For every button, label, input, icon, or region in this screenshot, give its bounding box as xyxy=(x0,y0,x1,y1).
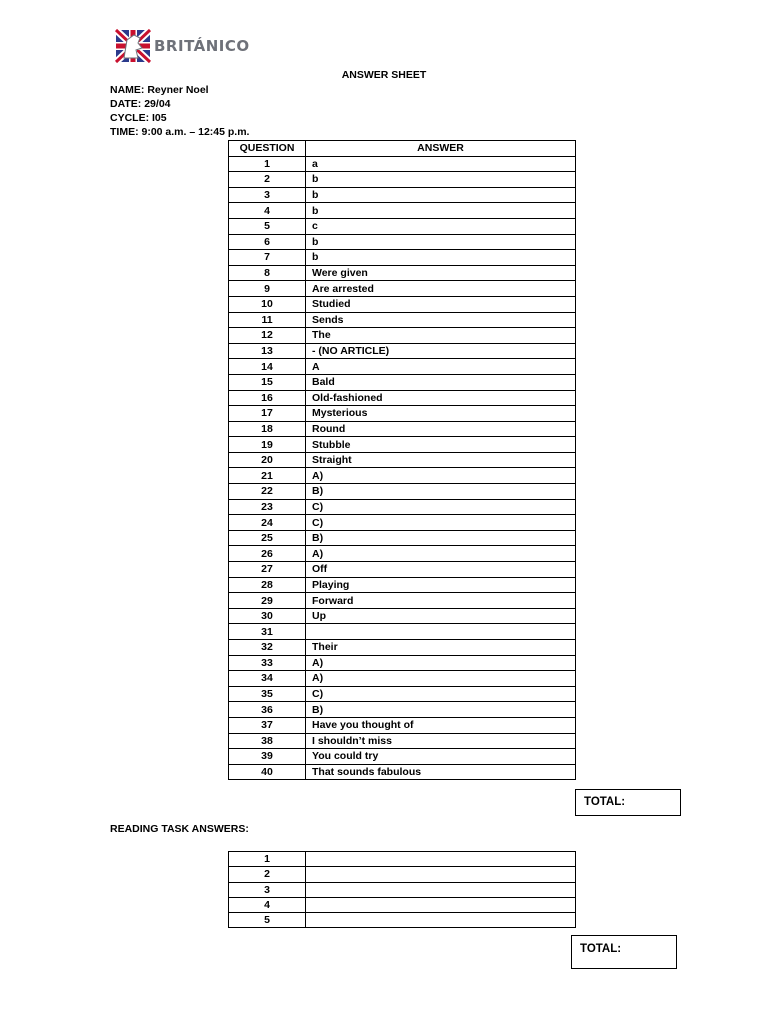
question-number: 4 xyxy=(229,203,306,219)
table-row xyxy=(229,867,576,882)
answer-cell[interactable]: Have you thought of xyxy=(306,717,576,733)
table-row xyxy=(229,655,576,671)
question-number: 36 xyxy=(229,702,306,718)
table-row xyxy=(229,749,576,765)
table-row xyxy=(229,172,576,188)
question-number: 2 xyxy=(229,867,306,882)
answers-table xyxy=(228,140,576,780)
question-number: 27 xyxy=(229,562,306,578)
table-row xyxy=(229,608,576,624)
answer-cell[interactable] xyxy=(306,897,576,912)
question-number: 37 xyxy=(229,717,306,733)
answer-cell[interactable]: b xyxy=(306,187,576,203)
answer-cell[interactable]: Sends xyxy=(306,312,576,328)
answer-cell[interactable]: C) xyxy=(306,515,576,531)
question-number: 5 xyxy=(229,913,306,928)
reading-section-label: READING TASK ANSWERS: xyxy=(110,823,249,835)
sheet-title: ANSWER SHEET xyxy=(341,69,427,81)
question-number: 4 xyxy=(229,897,306,912)
table-row xyxy=(229,328,576,344)
answers-header-row xyxy=(229,141,576,157)
table-row xyxy=(229,593,576,609)
answer-cell[interactable]: b xyxy=(306,234,576,250)
question-number: 29 xyxy=(229,593,306,609)
answer-cell[interactable]: Old-fashioned xyxy=(306,390,576,406)
table-row xyxy=(229,452,576,468)
question-number: 8 xyxy=(229,265,306,281)
table-row xyxy=(229,374,576,390)
reading-table xyxy=(228,851,576,928)
question-number: 28 xyxy=(229,577,306,593)
answer-cell[interactable]: Off xyxy=(306,562,576,578)
question-number: 5 xyxy=(229,218,306,234)
answer-cell[interactable]: You could try xyxy=(306,749,576,765)
answer-cell[interactable]: Round xyxy=(306,421,576,437)
brand-name: BRITÁNICO xyxy=(154,37,250,55)
answer-cell[interactable]: A) xyxy=(306,546,576,562)
answer-cell[interactable]: C) xyxy=(306,499,576,515)
reading-total-label: TOTAL: xyxy=(580,943,622,955)
question-number: 22 xyxy=(229,484,306,500)
answer-cell[interactable]: Studied xyxy=(306,296,576,312)
exam-cycle: CYCLE: I05 xyxy=(110,112,167,124)
question-number: 24 xyxy=(229,515,306,531)
question-number: 26 xyxy=(229,546,306,562)
answer-cell[interactable]: Are arrested xyxy=(306,281,576,297)
question-number: 19 xyxy=(229,437,306,453)
exam-time: TIME: 9:00 a.m. – 12:45 p.m. xyxy=(110,126,250,138)
student-name: NAME: Reyner Noel xyxy=(110,84,209,96)
answer-cell[interactable]: Forward xyxy=(306,593,576,609)
table-row xyxy=(229,484,576,500)
table-row xyxy=(229,515,576,531)
table-row xyxy=(229,562,576,578)
question-number: 15 xyxy=(229,374,306,390)
question-number: 21 xyxy=(229,468,306,484)
table-row xyxy=(229,234,576,250)
table-row xyxy=(229,406,576,422)
answer-cell[interactable]: Playing xyxy=(306,577,576,593)
answer-cell[interactable] xyxy=(306,867,576,882)
answer-header: ANSWER xyxy=(306,141,576,157)
question-number: 32 xyxy=(229,640,306,656)
question-number: 23 xyxy=(229,499,306,515)
answer-cell[interactable]: A xyxy=(306,359,576,375)
answer-cell[interactable]: That sounds fabulous xyxy=(306,764,576,780)
answer-cell[interactable] xyxy=(306,882,576,897)
question-number: 1 xyxy=(229,852,306,867)
answer-cell[interactable]: Bald xyxy=(306,374,576,390)
answer-cell[interactable]: B) xyxy=(306,530,576,546)
answer-cell[interactable]: C) xyxy=(306,686,576,702)
table-row xyxy=(229,913,576,928)
question-number: 11 xyxy=(229,312,306,328)
answer-cell[interactable]: b xyxy=(306,250,576,266)
table-row xyxy=(229,468,576,484)
table-row xyxy=(229,343,576,359)
question-number: 25 xyxy=(229,530,306,546)
table-row xyxy=(229,852,576,867)
reading-total-box[interactable] xyxy=(571,935,677,969)
answer-cell[interactable]: Their xyxy=(306,640,576,656)
question-number: 39 xyxy=(229,749,306,765)
answer-cell[interactable]: A) xyxy=(306,671,576,687)
table-row xyxy=(229,203,576,219)
table-row xyxy=(229,897,576,912)
answer-cell[interactable] xyxy=(306,852,576,867)
table-row xyxy=(229,624,576,640)
table-row xyxy=(229,312,576,328)
question-header: QUESTION xyxy=(229,141,306,157)
answer-cell[interactable]: Up xyxy=(306,608,576,624)
answer-cell[interactable] xyxy=(306,624,576,640)
question-number: 12 xyxy=(229,328,306,344)
answer-cell[interactable] xyxy=(306,913,576,928)
table-row xyxy=(229,733,576,749)
britanico-logo xyxy=(114,28,250,64)
answer-cell[interactable]: b xyxy=(306,203,576,219)
question-number: 34 xyxy=(229,671,306,687)
table-row xyxy=(229,686,576,702)
question-number: 9 xyxy=(229,281,306,297)
table-row xyxy=(229,390,576,406)
question-number: 30 xyxy=(229,608,306,624)
table-row xyxy=(229,218,576,234)
question-number: 17 xyxy=(229,406,306,422)
table-row xyxy=(229,265,576,281)
question-number: 3 xyxy=(229,187,306,203)
question-number: 20 xyxy=(229,452,306,468)
answer-cell[interactable]: a xyxy=(306,156,576,172)
answer-cell[interactable]: Straight xyxy=(306,452,576,468)
answer-cell[interactable]: - (NO ARTICLE) xyxy=(306,343,576,359)
table-row xyxy=(229,717,576,733)
table-row xyxy=(229,499,576,515)
table-row xyxy=(229,187,576,203)
table-row xyxy=(229,156,576,172)
exam-date: DATE: 29/04 xyxy=(110,98,171,110)
question-number: 31 xyxy=(229,624,306,640)
table-row xyxy=(229,250,576,266)
table-row xyxy=(229,640,576,656)
answer-cell[interactable]: Were given xyxy=(306,265,576,281)
table-row xyxy=(229,437,576,453)
question-number: 6 xyxy=(229,234,306,250)
question-number: 33 xyxy=(229,655,306,671)
table-row xyxy=(229,359,576,375)
question-number: 38 xyxy=(229,733,306,749)
table-row xyxy=(229,546,576,562)
table-row xyxy=(229,702,576,718)
answer-cell[interactable]: B) xyxy=(306,702,576,718)
answer-cell[interactable]: B) xyxy=(306,484,576,500)
table-row xyxy=(229,671,576,687)
question-number: 10 xyxy=(229,296,306,312)
answer-cell[interactable]: A) xyxy=(306,655,576,671)
answer-cell[interactable]: Mysterious xyxy=(306,406,576,422)
table-row xyxy=(229,530,576,546)
question-number: 3 xyxy=(229,882,306,897)
table-row xyxy=(229,421,576,437)
question-number: 18 xyxy=(229,421,306,437)
question-number: 35 xyxy=(229,686,306,702)
answer-cell[interactable]: Stubble xyxy=(306,437,576,453)
question-number: 7 xyxy=(229,250,306,266)
answer-cell[interactable]: The xyxy=(306,328,576,344)
question-number: 40 xyxy=(229,764,306,780)
table-row xyxy=(229,281,576,297)
answer-cell[interactable]: c xyxy=(306,218,576,234)
question-number: 2 xyxy=(229,172,306,188)
answer-cell[interactable]: A) xyxy=(306,468,576,484)
question-number: 1 xyxy=(229,156,306,172)
question-number: 14 xyxy=(229,359,306,375)
question-number: 16 xyxy=(229,390,306,406)
answer-cell[interactable]: b xyxy=(306,172,576,188)
table-row xyxy=(229,296,576,312)
table-row xyxy=(229,577,576,593)
answer-cell[interactable]: I shouldn’t miss xyxy=(306,733,576,749)
answers-total-box[interactable] xyxy=(575,789,681,816)
table-row xyxy=(229,882,576,897)
table-row xyxy=(229,764,576,780)
lion-flag-icon xyxy=(114,28,152,64)
answers-total-label: TOTAL: xyxy=(584,796,626,808)
question-number: 13 xyxy=(229,343,306,359)
